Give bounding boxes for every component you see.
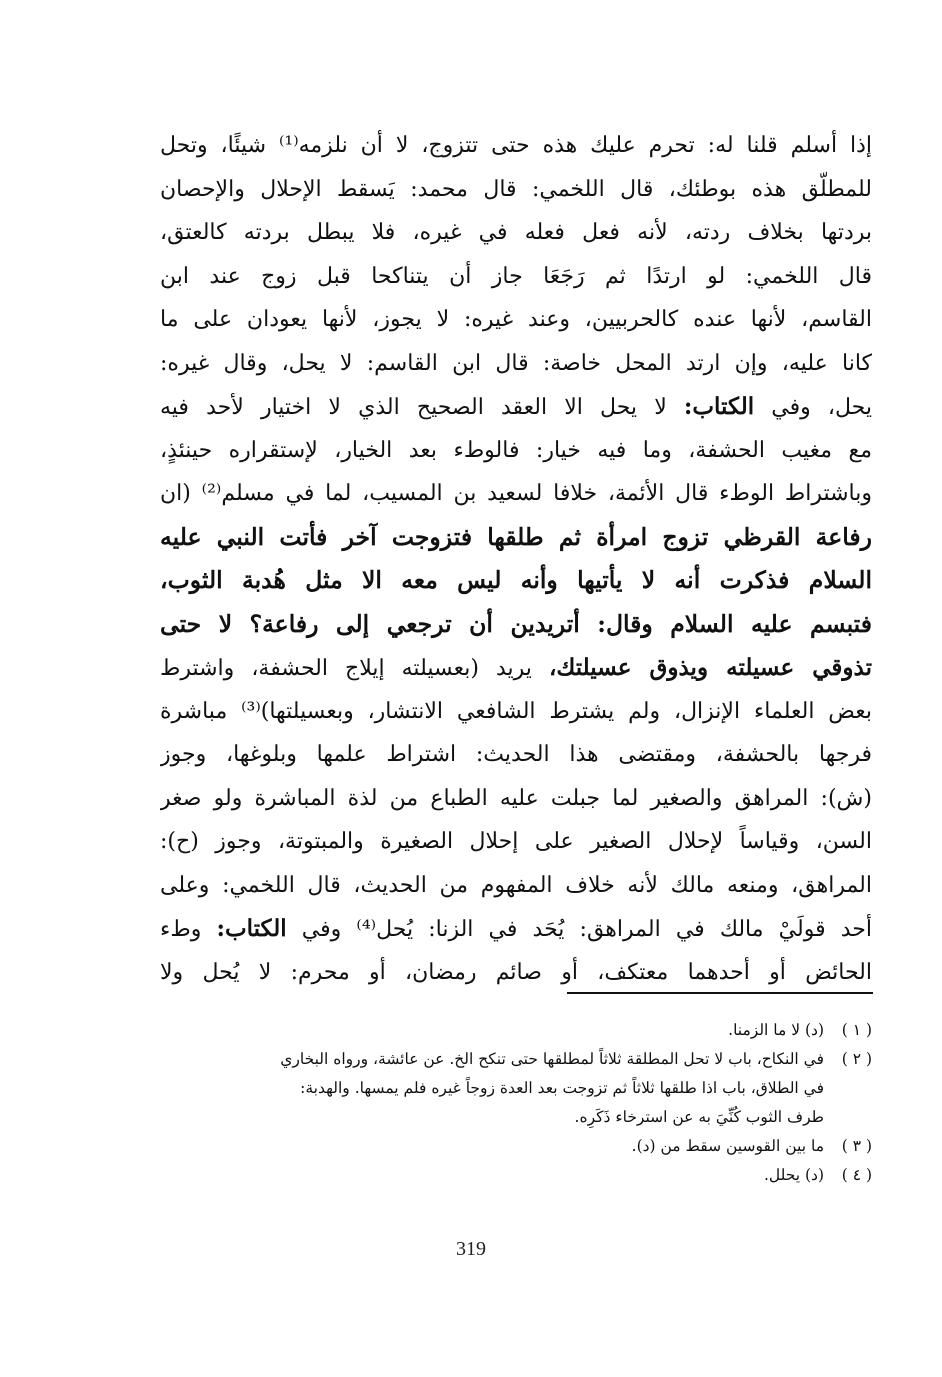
footnote-line: (د) يحلل. (763, 1166, 824, 1184)
text-line: قال اللخمي: لو ارتدًا ثم رَجَعَا جاز أن يتناكحا قبل زوج عند ابن (160, 263, 872, 289)
text-line: بردتها بخلاف ردته، لأنه فعل فعله في غيره، فلا يبطل بردته كالعتق، (160, 220, 872, 245)
page-number: 319 (456, 1238, 486, 1260)
footnote-text (160, 1016, 824, 1045)
footnote-line: في الطلاق، باب اذا طلقها ثلاثاً ثم تزوجت بعد العدة زوجاً غيره فلم يمسها. والهدبة: (300, 1079, 824, 1097)
text-run: وطء (160, 917, 217, 942)
text-line: الحائض أو أحدهما معتكف، أو صائم رمضان، أو محرم: لا يُحل ولا (160, 959, 872, 985)
text-line: المراهق، ومنعه مالك لأنه خلاف المفهوم من الحديث، قال اللخمي: وعلى (160, 872, 872, 898)
text-line (160, 907, 872, 951)
footnote-item (160, 1016, 872, 1045)
footnote-line: ما بين القوسين سقط من (د). (631, 1137, 824, 1155)
text-line (160, 385, 872, 429)
footnote-line: (د) لا ما الزمنا. (728, 1021, 824, 1039)
footnote-text (160, 1132, 824, 1161)
text-line: السن، وقياساً لإحلال الصغير على إحلال الصغيرة والمبتوتة، وجوز (ح): (160, 829, 872, 854)
footnote-line: في النكاح، باب لا تحل المطلقة ثلاثاً لمطلقها حتى تنكح الخ. عن عائشة، ورواه البخاري (280, 1050, 824, 1068)
text-line (160, 646, 872, 690)
hadith-line: رفاعة القرظي تزوج امرأة ثم طلقها فتزوجت آخر فأتت النبي عليه (160, 522, 872, 551)
main-text-block (160, 124, 872, 994)
hadith-line: فتبسم عليه السلام وقال: أتريدين أن ترجعي إلى رفاعة؟ لا حتى (160, 609, 872, 638)
footnote-text (160, 1161, 824, 1190)
footnote-item (160, 1132, 872, 1161)
text-line: القاسم، لأنها عنده كالحربيين، وعند غيره: لا يجوز، لأنها يعودان على ما (160, 307, 872, 332)
footnote-text (160, 1045, 824, 1132)
bold-term-kitab: الكتاب: (216, 915, 287, 942)
bold-term-kitab: الكتاب: (683, 393, 755, 420)
hadith-run: تذوقي عسيلته ويذوق عسيلتك، (548, 654, 872, 681)
text-line: مع مغيب الحشفة، وما فيه خيار: فالوطء بعد الخيار، لإستقراره حينئذٍ، (160, 437, 872, 463)
hadith-line: السلام فذكرت أنه لا يأتيها وأنه ليس معه الا مثل هُدبة الثوب، (160, 566, 872, 594)
text-run: أحد قولَيْ مالك في المراهق: يُحَد في الزنا: يُحل⁽⁴⁾ وفي (286, 917, 872, 942)
text-line: للمطلّق هذه بوطئك، قال اللخمي: قال محمد: يَسقط الإحلال والإحصان (160, 176, 872, 202)
footnote-line: طرف الثوب كُنِّيَ به عن استرخاء ذَكَرِه. (574, 1108, 824, 1126)
text-line: فرجها بالحشفة، ومقتضى هذا الحديث: اشتراط علمها وبلوغها، وجوز (160, 742, 872, 767)
text-run: لا يحل الا العقد الصحيح الذي لا اختيار لأحد فيه (160, 395, 684, 420)
footnote-number: ( ٤ ) (841, 1166, 872, 1184)
footnote-number: ( ١ ) (841, 1021, 872, 1039)
text-line: (ش): المراهق والصغير لما جبلت عليه الطباع من لذة المباشرة ولو صغر (160, 785, 872, 811)
footnote-item (160, 1161, 872, 1190)
footnote-number: ( ٢ ) (841, 1050, 872, 1068)
footnote-number: ( ٣ ) (841, 1137, 872, 1155)
text-line: بعض العلماء الإنزال، ولم يشترط الشافعي الانتشار، وبعسيلتها)⁽³⁾ مباشرة (160, 698, 872, 724)
text-line: إذا أسلم قلنا له: تحرم عليك هذه حتى تتزوج، لا أن نلزمه⁽¹⁾ شيئًا، وتحل (160, 133, 872, 158)
footnotes (160, 1016, 872, 1190)
text-line: كانا عليه، وإن ارتد المحل خاصة: قال ابن القاسم: لا يحل، وقال غيره: (160, 350, 872, 376)
text-line: وباشتراط الوطء قال الأئمة، خلافا لسعيد بن المسيب، لما في مسلم⁽²⁾ (ان (160, 481, 872, 506)
footnote-item (160, 1045, 872, 1132)
footnote-divider (567, 992, 873, 994)
text-run: يحل، وفي (754, 395, 872, 420)
text-run: يريد (بعسيلته إيلاج الحشفة، واشترط (160, 656, 549, 681)
